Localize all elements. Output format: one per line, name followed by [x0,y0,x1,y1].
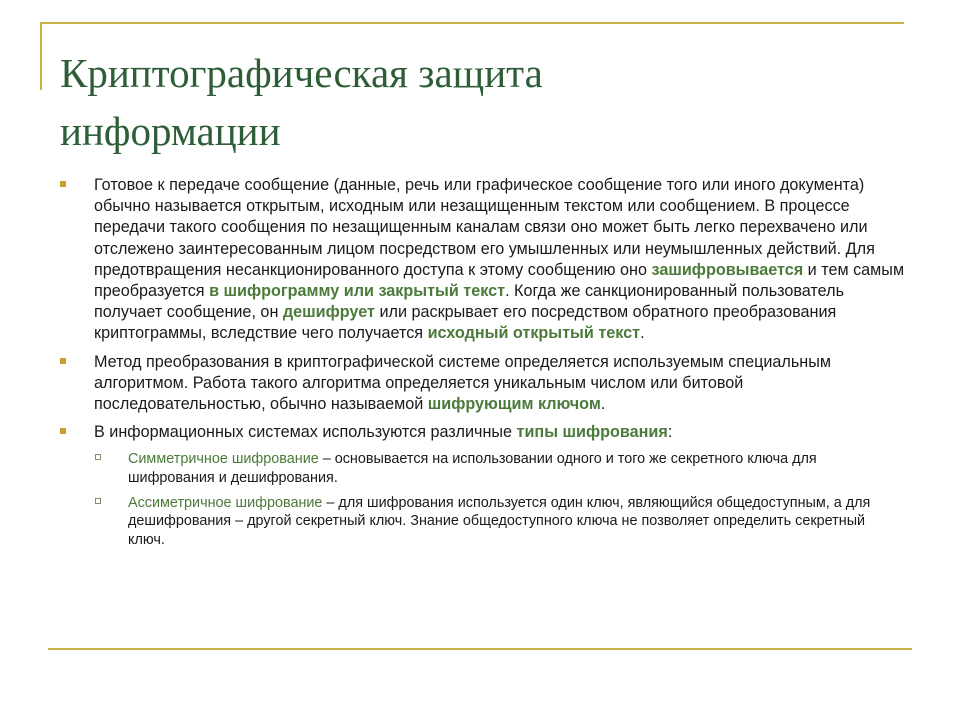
bullet-1-text-5: . [640,324,645,343]
bullet-2-text-1: Метод преобразования в криптографической системе определяется используемым специальным алгоритмом. Работа такого алгоритма определяется уникальным числом или битовой последовательностью, обычно называемой [94,352,831,414]
bullet-1-text-3: . Когда же санкционированный пользователь получает сообщение, он [94,282,845,322]
bullet-1-highlight-3: дешифрует [282,303,375,322]
square-bullet-icon [60,428,66,434]
bullet-1-highlight-2: в шифрограмму или закрытый текст [209,282,506,301]
bullet-2-highlight-1: шифрующим ключом [427,395,601,414]
sub-bullet-2-text: – для шифрования используется один ключ, являющийся общедоступным, а для дешифрования – другой секретный ключ. Знание общедоступного ключа не позволяет определить секретный ключ. [128,494,871,548]
bullet-1-highlight-4: исходный открытый текст [427,324,641,343]
bullet-3 [60,422,905,443]
sub-bullet-1-term: Симметричное шифрование [128,451,319,468]
bullet-2 [60,352,905,416]
bullet-1-text-2: и тем самым преобразуется [94,260,905,301]
slide-title [60,44,920,160]
bullet-3-text-2: : [667,423,673,442]
slide-content [60,175,905,555]
hollow-square-bullet-icon [95,454,101,460]
sub-bullet-asymmetric [60,494,905,550]
slide-title-line-1: Криптографическая защита [60,50,543,96]
bullet-3-highlight-1: типы шифрования [516,423,668,442]
sub-bullet-1-text: – основывается на использовании одного и того же секретного ключа для шифрования и дешифрования. [128,451,817,487]
square-bullet-icon [60,181,66,187]
slide-title-line-2: информации [60,108,281,154]
bullet-1-highlight-1: зашифровывается [651,260,804,279]
bullet-1-text-1: Готовое к передаче сообщение (данные, речь или графическое сообщение того или иного документа) обычно называется открытым, исходным или незащищенным текстом или сообщением. В процессе передачи такого сообщения по незащищенным каналам связи оно может быть легко перехвачено или отслежено заинтересованным лицом посредством его умышленных или неумышленных действий. Для предотвращения несанкционированного доступа к этому сообщению оно [94,176,875,279]
top-rule [40,22,904,24]
square-bullet-icon [60,358,66,364]
sub-bullet-symmetric [60,450,905,487]
bullet-1-text-4: или раскрывает его посредством обратного преобразования криптограммы, вследствие чего получается [94,303,837,343]
bullet-1 [60,175,905,345]
bullet-3-text-1: В информационных системах используются различные [94,423,517,442]
bottom-rule [48,648,912,650]
sub-bullet-list [60,450,905,549]
bullet-2-text-2: . [600,395,606,414]
hollow-square-bullet-icon [95,498,101,504]
left-rule [40,22,42,90]
sub-bullet-2-term: Ассиметричное шифрование [128,494,323,511]
